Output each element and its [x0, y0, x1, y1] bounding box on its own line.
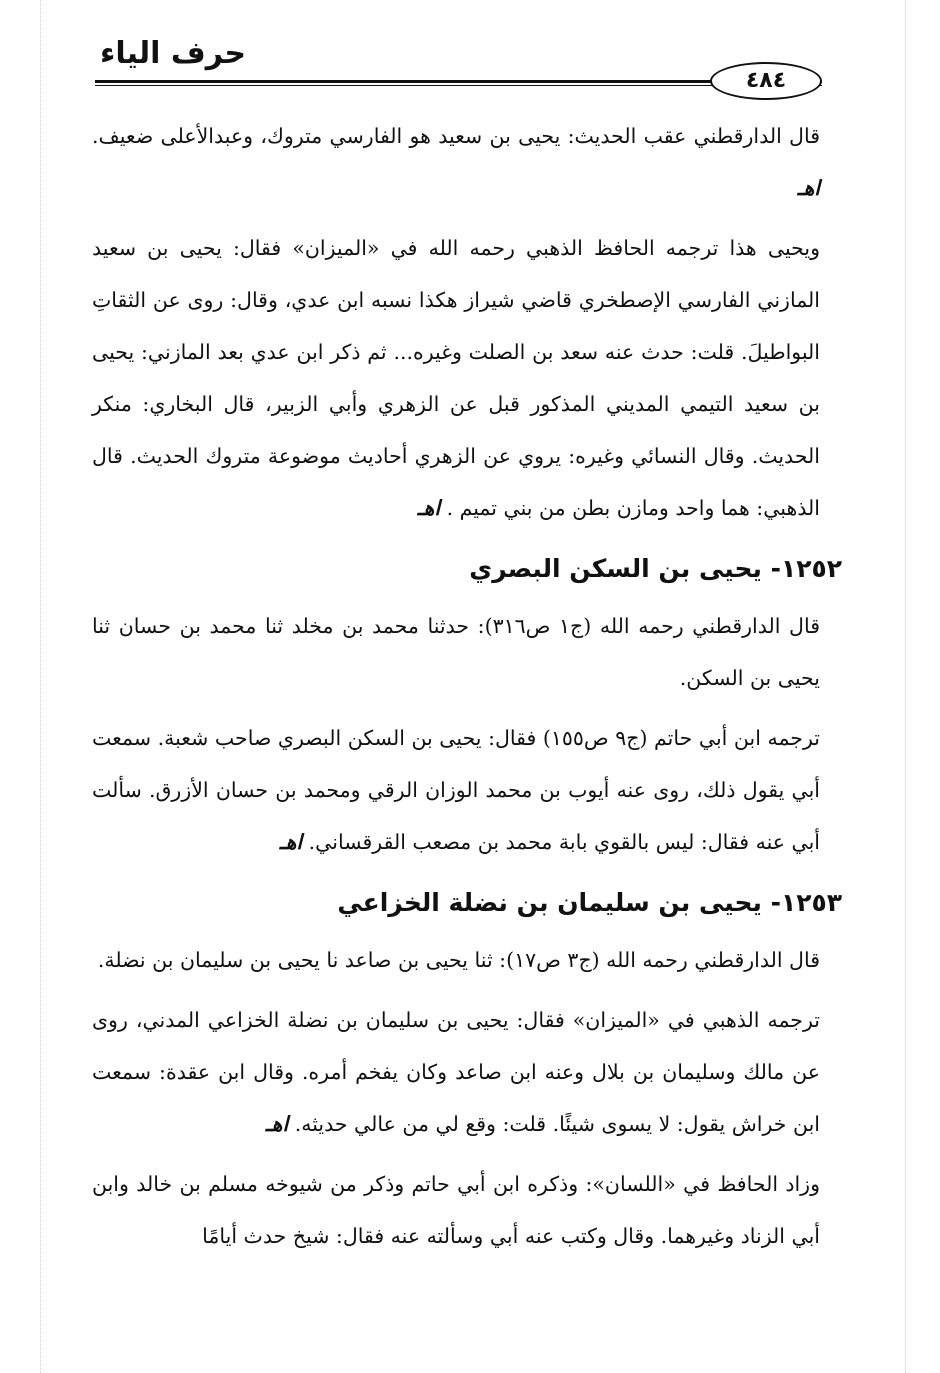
page-number: ٤٨٤ — [710, 62, 822, 100]
paragraph-text: ويحيى هذا ترجمه الحافظ الذهبي رحمه الله في «الميزان» فقال: يحيى بن سعيد المازني الفارسي الإصطخري قاضي شيراز هكذا نسبه ابن عدي، وقال: روى عن الثقاتِ البواطيلَ. قلت: حدث عنه سعد بن الصلت وغيره... ثم ذكر ابن عدي بعد المازني: يحيى بن سعيد التيمي المديني المذكور قبل عن الزهري وأبي الزبير، قال البخاري: منكر الحديث. وقال النسائي وغيره: يروي عن الزهري أحاديث موضوعة متروك الحديث. قال الذهبي: هما واحد ومازن بطن من بني تميم . — [92, 236, 820, 520]
end-marker: اهـ — [279, 830, 303, 854]
end-marker: اهـ — [797, 176, 820, 200]
paragraph-text: قال الدارقطني رحمه الله (ج٣ ص١٧): ثنا يحيى بن صاعد نا يحيى بن سليمان بن نضلة. — [97, 948, 820, 972]
paragraph — [92, 1158, 820, 1262]
entry-heading-1252: ١٢٥٢- يحيى بن السكن البصري — [469, 554, 842, 583]
paragraph-text: قال الدارقطني رحمه الله (ج١ ص٣١٦): حدثنا محمد بن مخلد ثنا محمد بن حسان ثنا يحيى بن السكن. — [92, 614, 820, 690]
paragraph — [92, 600, 820, 704]
end-marker: اهـ — [417, 496, 441, 520]
scan-margin-line — [905, 0, 906, 1373]
paragraph-text: قال الدارقطني عقب الحديث: يحيى بن سعيد هو الفارسي متروك، وعبدالأعلى ضعيف. — [92, 124, 820, 148]
scan-margin-line — [40, 0, 41, 1373]
page-header-title: حرف الياء — [100, 36, 246, 71]
paragraph-text: ترجمه الذهبي في «الميزان» فقال: يحيى بن سليمان بن نضلة الخزاعي المدني، روى عن مالك وسليمان بن بلال وعنه ابن صاعد وكان يفخم أمره. وقال ابن عقدة: سمعت ابن خراش يقول: لا يسوى شيئًا. قلت: وقع لي من عالي حديثه. — [92, 1008, 820, 1136]
paragraph — [92, 110, 820, 214]
paragraph — [92, 934, 820, 986]
paragraph-text: ترجمه ابن أبي حاتم (ج٩ ص١٥٥) فقال: يحيى بن السكن البصري صاحب شعبة. سمعت أبي يقول ذلك، روى عنه أيوب بن محمد الوزان الرقي ومحمد بن حسان الأزرق. سألت أبي عنه فقال: ليس بالقوي بابة محمد بن مصعب القرقساني. — [92, 726, 820, 854]
page-body — [92, 110, 842, 1270]
end-marker: اهـ — [265, 1112, 289, 1136]
paragraph — [92, 712, 820, 868]
entry-heading-1253: ١٢٥٣- يحيى بن سليمان بن نضلة الخزاعي — [337, 888, 842, 917]
paragraph — [92, 222, 820, 534]
paragraph — [92, 994, 820, 1150]
paragraph-text: وزاد الحافظ في «اللسان»: وذكره ابن أبي حاتم وذكر من شيوخه مسلم بن خالد وابن أبي الزناد وغيرهما. وقال وكتب عنه أبي وسألته عنه فقال: شيخ حدث أيامًا — [92, 1172, 820, 1248]
